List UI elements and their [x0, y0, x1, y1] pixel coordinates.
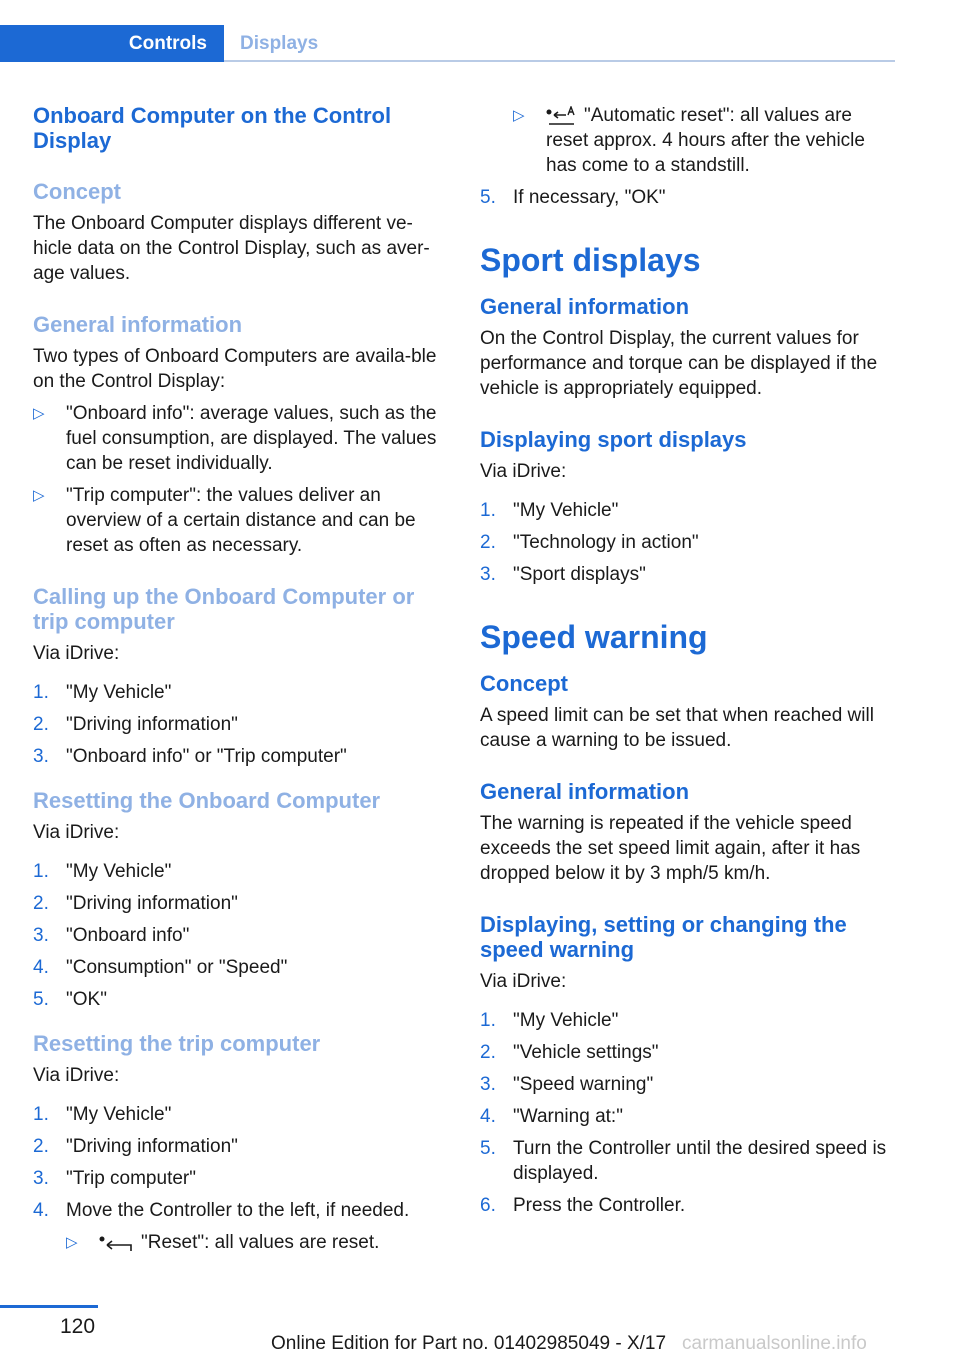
- list-item-text: "Onboard info" or "Trip computer": [66, 746, 347, 767]
- reset-arrow-icon: [99, 1234, 133, 1252]
- list-item: 1. "My Vehicle": [33, 682, 172, 703]
- triangle-bullet-icon: ▷: [66, 1234, 78, 1251]
- sport-steps: [480, 498, 896, 587]
- list-item: 2. "Technology in action": [480, 532, 699, 553]
- list-item-text: "My Vehicle": [513, 500, 619, 521]
- via-idrive: Via iDrive:: [33, 822, 120, 843]
- list-item: 2. "Driving information": [33, 893, 238, 914]
- list-item: 6. Press the Controller.: [480, 1195, 686, 1216]
- list-item-text: "My Vehicle": [66, 682, 172, 703]
- auto-reset-list: [513, 103, 896, 178]
- section-title-onboard-computer: Onboard Computer on the Control Display: [33, 103, 392, 153]
- heading-resetting-trip: Resetting the trip computer: [33, 1031, 321, 1056]
- list-item: 3. "Speed warning": [480, 1074, 654, 1095]
- list-item-text: Turn the Controller until the desired speed is displayed.: [513, 1138, 887, 1184]
- list-item-text: "Driving information": [66, 1136, 238, 1157]
- speed-concept-text: A speed limit can be set that when reached will cause a warning to be issued.: [480, 705, 874, 751]
- list-item: 2. "Driving information": [33, 714, 238, 735]
- list-item: 3. "Onboard info": [33, 925, 190, 946]
- right-column: [480, 103, 896, 1225]
- calling-steps: [33, 680, 449, 769]
- heading-general-information: General information: [480, 294, 690, 319]
- list-item: 3. "Onboard info" or "Trip computer": [33, 746, 347, 767]
- list-item: 5. Turn the Controller until the desired speed is displayed.: [480, 1138, 887, 1184]
- list-item-text: "Trip computer": the values deliver an overview of a certain distance and can be reset as often as necessary.: [66, 485, 416, 556]
- list-item-text: "Reset": all values are reset.: [141, 1232, 380, 1253]
- heading-concept: Concept: [33, 179, 121, 204]
- list-item-text: "Vehicle settings": [513, 1042, 659, 1063]
- list-item-text: "Warning at:": [513, 1106, 623, 1127]
- via-idrive: Via iDrive:: [480, 971, 567, 992]
- step-5: [480, 185, 896, 210]
- list-item-text: "Onboard info": [66, 925, 190, 946]
- list-item-text: "Consumption" or "Speed": [66, 957, 288, 978]
- heading-displaying-sport: Displaying sport displays: [480, 427, 747, 452]
- reset-onboard-steps: [33, 859, 449, 1012]
- list-item-text: "Onboard info": average values, such as the fuel consumption, are displayed. The values can be reset individually.: [66, 403, 437, 474]
- list-item-text: Move the Controller to the left, if needed.: [66, 1200, 410, 1221]
- list-item: 2. "Vehicle settings": [480, 1042, 659, 1063]
- tab-controls[interactable]: Controls: [0, 25, 224, 62]
- via-idrive: Via iDrive:: [33, 643, 120, 664]
- edition-text: Online Edition for Part no. 01402985049 - X/17: [271, 1333, 667, 1354]
- section-title-speed-warning: Speed warning: [480, 619, 708, 655]
- list-item-text: "Driving information": [66, 893, 238, 914]
- list-item-text: "Driving information": [66, 714, 238, 735]
- sport-general-text: On the Control Display, the current values for performance and torque can be displayed if the vehicle is appropriately equipped.: [480, 328, 878, 399]
- list-item-text: "My Vehicle": [66, 1104, 172, 1125]
- list-item-text: Press the Controller.: [513, 1195, 686, 1216]
- list-item: 1. "My Vehicle": [33, 1104, 172, 1125]
- list-item: 1. "My Vehicle": [480, 1010, 619, 1031]
- list-item: [33, 401, 449, 476]
- heading-general-information: General information: [480, 779, 690, 804]
- list-item: 1. "My Vehicle": [33, 861, 172, 882]
- list-item-text: "Speed warning": [513, 1074, 654, 1095]
- heading-calling-up: Calling up the Onboard Computer or trip computer: [33, 584, 415, 634]
- reset-trip-steps: [33, 1102, 449, 1223]
- list-item-text: "My Vehicle": [66, 861, 172, 882]
- reset-sub-list: [66, 1230, 449, 1255]
- via-idrive: Via iDrive:: [480, 461, 567, 482]
- list-item-text: "Automatic reset": all values are reset approx. 4 hours after the vehicle has come to a standstill.: [546, 105, 865, 176]
- list-item-text: "My Vehicle": [513, 1010, 619, 1031]
- list-item: 1. "My Vehicle": [480, 500, 619, 521]
- heading-resetting-onboard: Resetting the Onboard Computer: [33, 788, 381, 813]
- list-item: 2. "Driving information": [33, 1136, 238, 1157]
- header-tabs: [0, 25, 895, 62]
- left-column: [33, 103, 449, 1255]
- speed-general-text: The warning is repeated if the vehicle speed exceeds the set speed limit again, after it has dropped below it by 3 mph/5 km/h.: [480, 813, 861, 884]
- footer-rule: [0, 1305, 98, 1308]
- list-item: 4. "Consumption" or "Speed": [33, 957, 288, 978]
- list-item: [33, 483, 449, 558]
- triangle-bullet-icon: ▷: [33, 405, 45, 422]
- list-item-text: "Sport displays": [513, 564, 646, 585]
- watermark: carmanualsonline.info: [682, 1333, 867, 1354]
- list-item: 4. Move the Controller to the left, if needed.: [33, 1200, 410, 1221]
- tab-displays[interactable]: Displays: [240, 33, 319, 54]
- via-idrive: Via iDrive:: [33, 1065, 120, 1086]
- list-item: [66, 1230, 449, 1255]
- speed-steps: [480, 1008, 896, 1218]
- list-item-text: "Trip computer": [66, 1168, 196, 1189]
- list-item-text: "Technology in action": [513, 532, 699, 553]
- list-item: 3. "Trip computer": [33, 1168, 196, 1189]
- heading-general-information: General information: [33, 312, 243, 337]
- automatic-reset-icon: [546, 106, 576, 126]
- list-item-text: If necessary, "OK": [513, 187, 666, 208]
- heading-displaying-speed-warning: Displaying, setting or changing the speed warning: [480, 912, 847, 962]
- list-item: [513, 103, 896, 178]
- list-item-text: "OK": [66, 989, 107, 1010]
- triangle-bullet-icon: ▷: [513, 107, 525, 124]
- list-item: 4. "Warning at:": [480, 1106, 623, 1127]
- computer-types-list: [33, 401, 449, 558]
- list-item: 3. "Sport displays": [480, 564, 646, 585]
- page-number: 120: [60, 1315, 96, 1338]
- section-title-sport-displays: Sport displays: [480, 242, 701, 278]
- list-item: 5. If necessary, "OK": [480, 187, 666, 208]
- triangle-bullet-icon: ▷: [33, 487, 45, 504]
- list-item: 5. "OK": [33, 989, 107, 1010]
- heading-concept: Concept: [480, 671, 568, 696]
- general-text: Two types of Onboard Computers are availa-ble on the Control Display:: [33, 346, 437, 392]
- concept-text: The Onboard Computer displays different ve-hicle data on the Control Display, such as aver-age values.: [33, 213, 430, 284]
